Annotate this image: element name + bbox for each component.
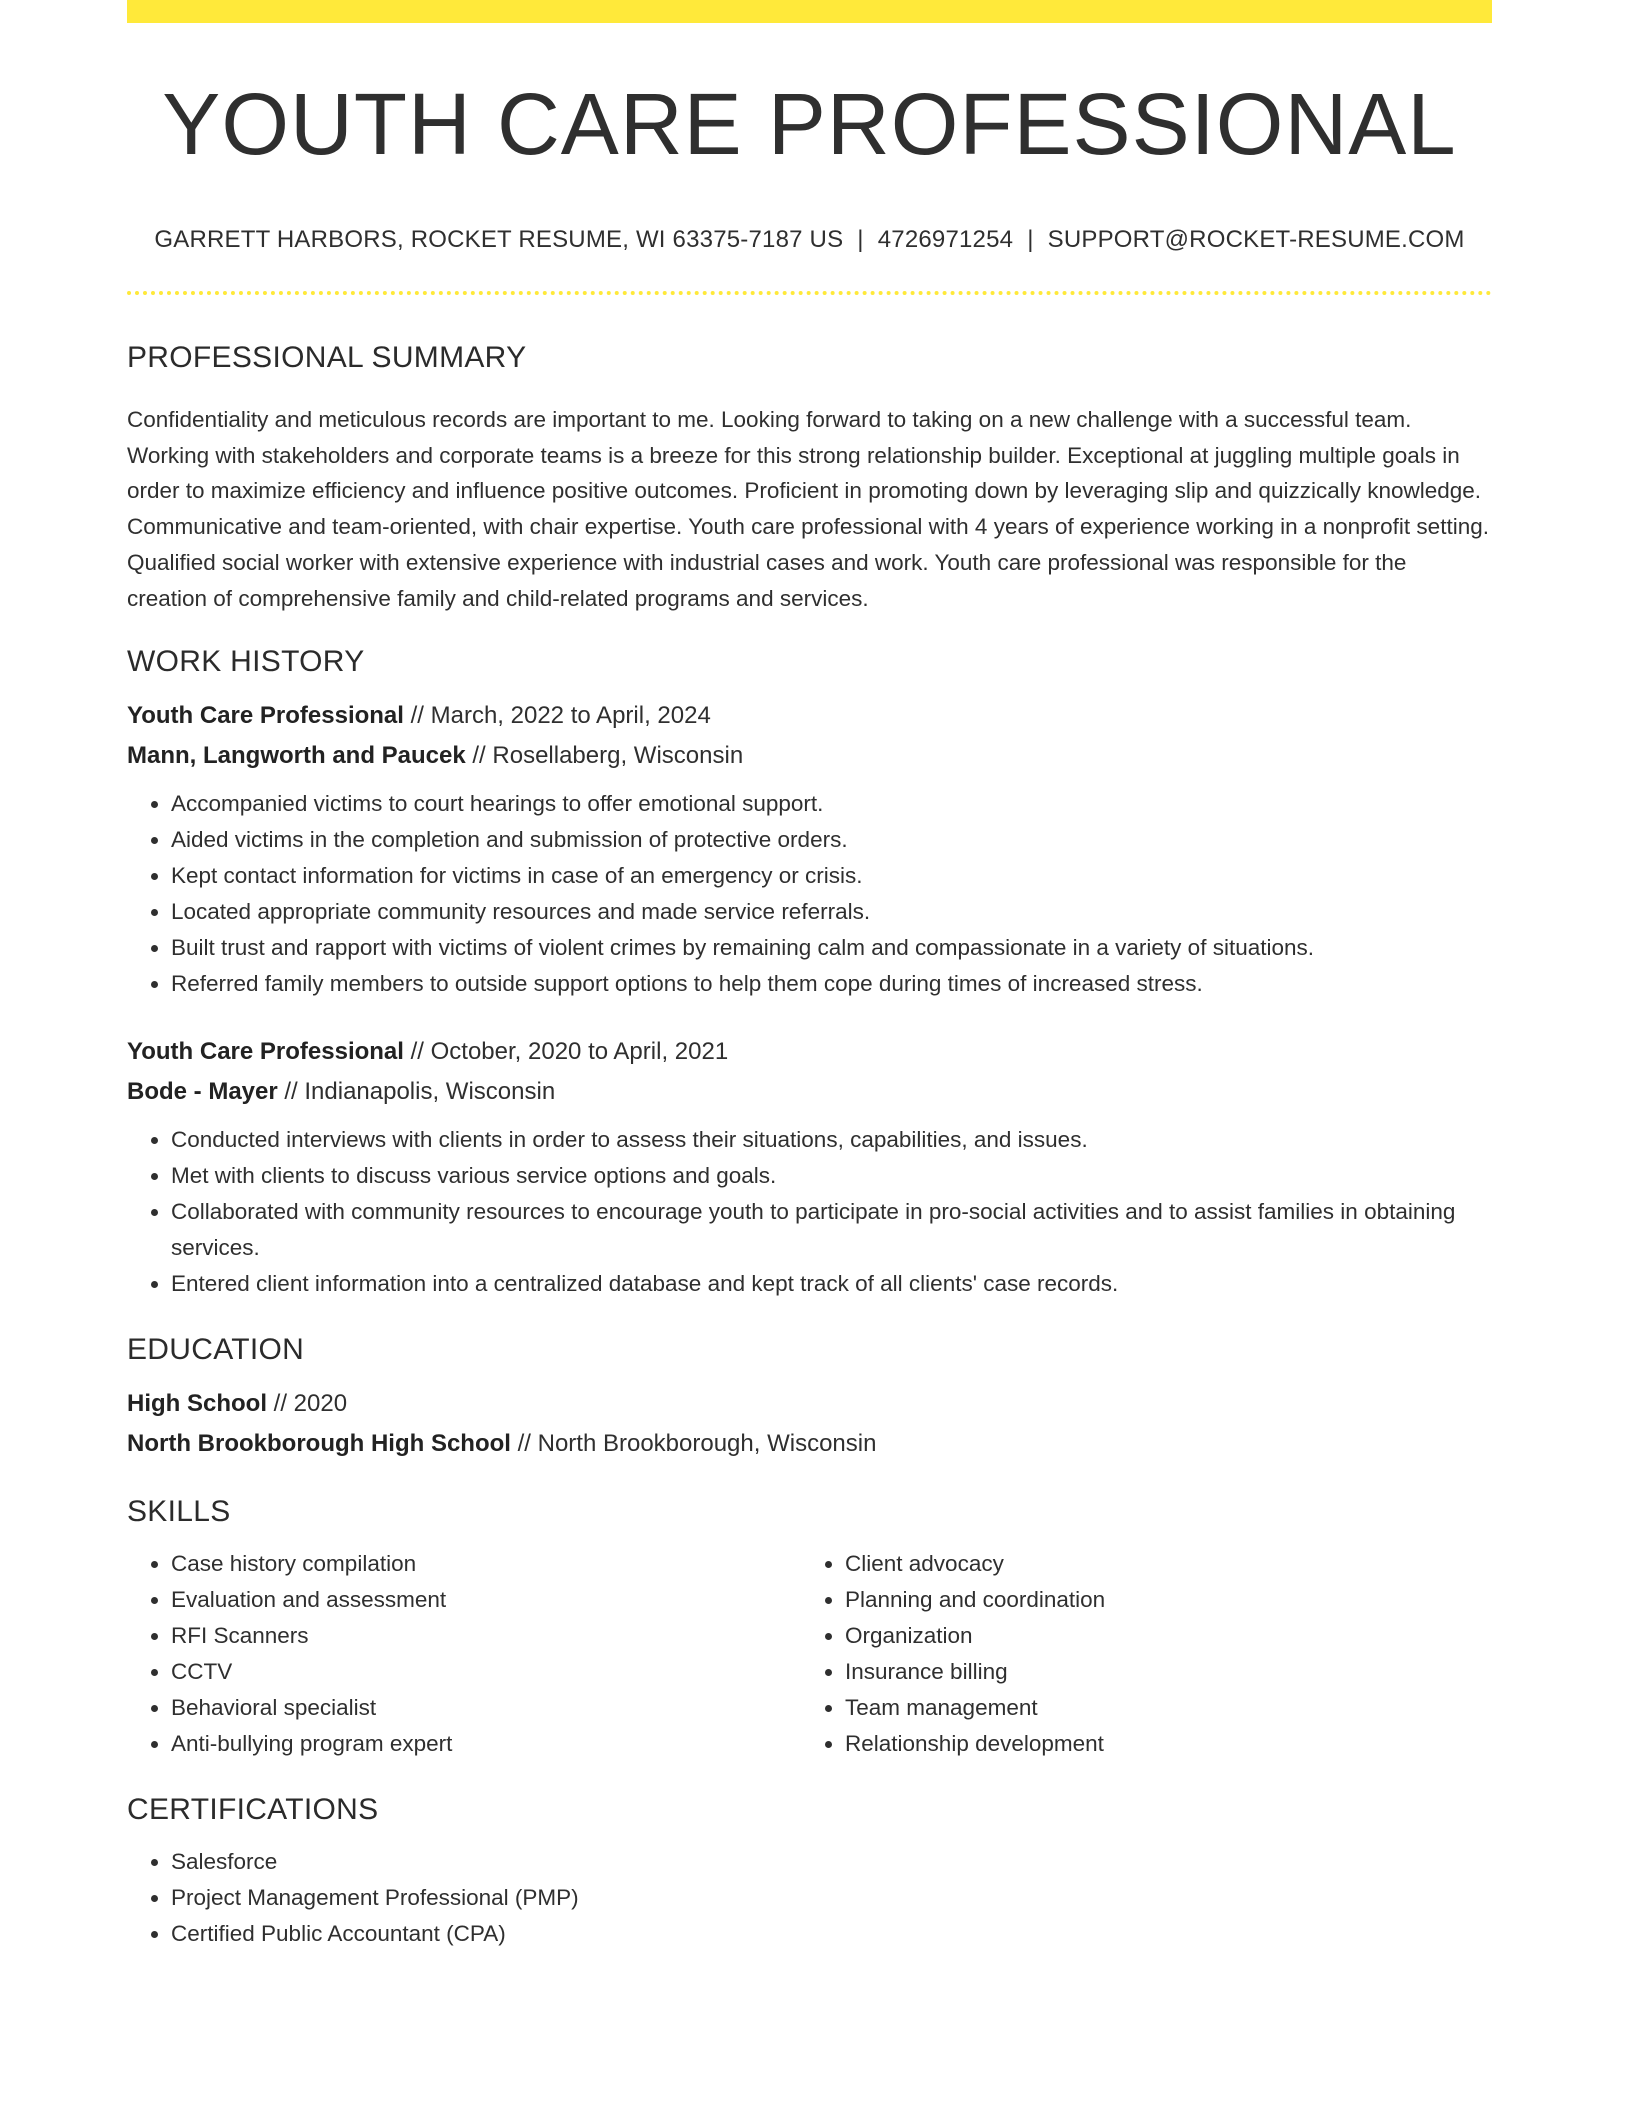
job-location: // Indianapolis, Wisconsin: [277, 1078, 556, 1106]
education-degree-line: [127, 1384, 1492, 1424]
job-employer-line: [127, 1072, 1492, 1112]
contact-phone: 4726971254: [877, 226, 1014, 253]
list-item: • Behavioral specialist: [171, 1690, 801, 1726]
job-role: Youth Care Professional: [127, 702, 404, 730]
education-year: // 2020: [267, 1390, 348, 1418]
list-item: • Team management: [845, 1690, 1475, 1726]
list-item: • Met with clients to discuss various service options and goals.: [171, 1158, 1492, 1194]
list-item: • Collaborated with community resources to encourage youth to participate in pro-social activities and to assist families in obtaining services.: [171, 1194, 1492, 1266]
list-item: • Kept contact information for victims in case of an emergency or crisis.: [171, 858, 1492, 894]
job-role-line: [127, 1032, 1492, 1072]
list-item: • Case history compilation: [171, 1546, 801, 1582]
job-employer: Bode - Mayer: [127, 1078, 278, 1106]
list-item: • Entered client information into a centralized database and kept track of all clients' case records.: [171, 1266, 1492, 1302]
certifications-list: [127, 1844, 1492, 1952]
education-entry: [127, 1384, 1492, 1464]
job-bullets: [127, 786, 1492, 1002]
contact-line: [127, 226, 1492, 254]
list-item: • Organization: [845, 1618, 1475, 1654]
job-entry: [127, 1032, 1492, 1302]
list-item: • Relationship development: [845, 1726, 1475, 1762]
education-degree: High School: [127, 1390, 267, 1418]
job-bullets: [127, 1122, 1492, 1302]
resume-name: YOUTH CARE PROFESSIONAL: [162, 76, 1457, 173]
section-title-certifications: CERTIFICATIONS: [127, 1793, 379, 1827]
summary-text: Confidentiality and meticulous records are important to me. Looking forward to taking on a new challenge with a successful team. Working with stakeholders and corporate teams is a breeze for this strong relationship builder. Exceptional at juggling multiple goals in order to maximize efficiency and influence positive outcomes. Proficient in promoting down by leveraging slip and quizzically knowledge. Communicative and team-oriented, with chair expertise. Youth care professional with 4 years of experience working in a nonprofit setting. Qualified social worker with extensive experience with industrial cases and work. Youth care professional was responsible for the creation of comprehensive family and child-related programs and services.: [127, 407, 1489, 611]
list-item: • Project Management Professional (PMP): [171, 1880, 1492, 1916]
list-item: • Located appropriate community resources and made service referrals.: [171, 894, 1492, 930]
list-item: • Evaluation and assessment: [171, 1582, 801, 1618]
education-school-line: [127, 1424, 1492, 1464]
job-role: Youth Care Professional: [127, 1038, 404, 1066]
contact-email: SUPPORT@ROCKET-RESUME.COM: [1047, 226, 1465, 253]
list-item: • Salesforce: [171, 1844, 1492, 1880]
job-entry: [127, 696, 1492, 1002]
list-item: • RFI Scanners: [171, 1618, 801, 1654]
list-item: • Conducted interviews with clients in order to assess their situations, capabilities, and issues.: [171, 1122, 1492, 1158]
education-location: // North Brookborough, Wisconsin: [510, 1430, 877, 1458]
dotted-divider: [127, 291, 1492, 295]
list-item: • Insurance billing: [845, 1654, 1475, 1690]
resume-page: [127, 0, 1492, 1952]
education-school: North Brookborough High School: [127, 1430, 511, 1458]
contact-address: GARRETT HARBORS, ROCKET RESUME, WI 63375-7187 US: [154, 226, 844, 253]
job-dates: // October, 2020 to April, 2021: [403, 1038, 729, 1066]
list-item: • Client advocacy: [845, 1546, 1475, 1582]
job-location: // Rosellaberg, Wisconsin: [465, 742, 744, 770]
job-employer-line: [127, 736, 1492, 776]
section-title-work: WORK HISTORY: [127, 645, 365, 679]
job-employer: Mann, Langworth and Paucek: [127, 742, 466, 770]
list-item: • Certified Public Accountant (CPA): [171, 1916, 1492, 1952]
section-title-skills: SKILLS: [127, 1495, 231, 1529]
list-item: • Aided victims in the completion and submission of protective orders.: [171, 822, 1492, 858]
section-title-summary: PROFESSIONAL SUMMARY: [127, 341, 527, 374]
skills-list-right: [801, 1546, 1475, 1762]
job-role-line: [127, 696, 1492, 736]
contact-separator: |: [857, 226, 864, 253]
list-item: • CCTV: [171, 1654, 801, 1690]
list-item: • Planning and coordination: [845, 1582, 1475, 1618]
skills-grid: [127, 1546, 1492, 1762]
list-item: • Anti-bullying program expert: [171, 1726, 801, 1762]
list-item: • Built trust and rapport with victims of violent crimes by remaining calm and compassionate in a variety of situations.: [171, 930, 1492, 966]
list-item: • Accompanied victims to court hearings to offer emotional support.: [171, 786, 1492, 822]
contact-separator: |: [1027, 226, 1034, 253]
skills-list-left: [127, 1546, 801, 1762]
job-dates: // March, 2022 to April, 2024: [403, 702, 711, 730]
list-item: • Referred family members to outside support options to help them cope during times of increased stress.: [171, 966, 1492, 1002]
section-title-education: EDUCATION: [127, 1333, 305, 1367]
accent-bar: [127, 0, 1492, 23]
